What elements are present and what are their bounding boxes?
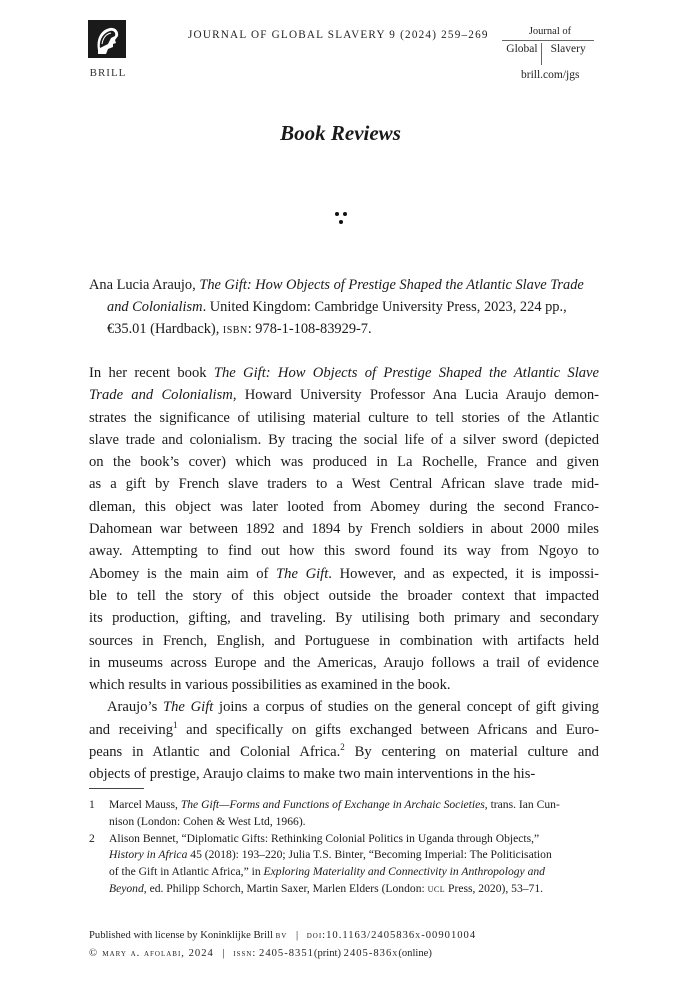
footnote-line	[109, 864, 599, 881]
journal-logo-right: Slavery	[550, 43, 586, 55]
text-line	[89, 362, 599, 384]
journal-logo-divider	[541, 43, 548, 65]
athena-head-icon	[88, 20, 126, 58]
text-line	[89, 540, 599, 562]
paragraph-1	[89, 362, 599, 696]
print-label: (print)	[313, 948, 341, 959]
text-run: peans in Atlantic and Colonial Africa.	[89, 744, 341, 761]
copyright-text: mary a. afolabi, 2024	[102, 948, 214, 959]
text-run: and receiving	[89, 721, 174, 738]
journal-website-link[interactable]: brill.com/jgs	[521, 69, 580, 81]
journal-logo-line2	[498, 43, 594, 65]
paragraph-2	[89, 696, 599, 785]
text-run: Marcel Mauss,	[109, 798, 181, 811]
text-line	[89, 652, 599, 674]
footnote-line	[109, 814, 599, 831]
text-line	[89, 630, 599, 652]
journal-logo	[498, 26, 594, 65]
text-run: as a gift by French slave traders to a West Central African slave trade mid-	[89, 476, 599, 493]
footnote-line	[109, 881, 599, 898]
footnote-text	[109, 831, 599, 898]
text-run: its production, gifting, and traveling. By utilising both primary and secondary	[89, 610, 599, 627]
journal-logo-line1: Journal of	[528, 26, 572, 37]
citation-price: €35.01 (Hardback),	[107, 321, 220, 337]
text-line	[89, 451, 599, 473]
text-run: 45 (2018): 193–220; Julia T.S. Binter, “Becoming Imperial: The Politicisation	[187, 848, 552, 862]
text-run: in museums across Europe and the Americas, Araujo follows a trail of evidence	[89, 654, 599, 671]
text-line	[89, 407, 599, 429]
citation-line-1	[89, 274, 599, 296]
footer-line-2	[89, 945, 476, 963]
issn-online: 2405-836x	[343, 948, 399, 959]
footnote-line	[109, 797, 599, 814]
text-run: In her recent book	[89, 365, 214, 381]
text-run: which results in various possibilities as examined in the book.	[89, 677, 451, 694]
text-run: of the Gift in Atlantic Africa,” in	[109, 865, 264, 879]
text-run: ble to tell the story of this object outside the broader context that impacted	[89, 587, 599, 604]
italic-title: Trade and Colonialism	[89, 387, 233, 404]
issn-print: 2405-8351	[259, 948, 314, 959]
text-run: Alison Bennet, “Diplomatic Gifts: Rethinking Colonial Politics in Uganda through Objects,”	[109, 831, 540, 845]
footnotes	[89, 797, 599, 898]
text-line	[89, 763, 599, 785]
italic-title: Exploring Materiality and Connectivity in Anthropology and	[263, 865, 545, 879]
citation-publisher: . United Kingdom: Cambridge University Press, 2023, 224 pp.,	[202, 299, 567, 315]
text-run: Press, 2020), 53–71.	[445, 881, 544, 895]
journal-logo-rule	[502, 40, 594, 41]
text-line	[89, 384, 599, 406]
text-line	[89, 429, 599, 451]
text-run: strates the significance of utilising material culture to tell stories of the Atlantic	[89, 409, 599, 426]
text-run: , trans. Ian Cun-	[484, 798, 560, 811]
issn-label: issn:	[233, 948, 257, 959]
publisher-name: BRILL	[89, 67, 127, 79]
footnote-number: 1	[89, 798, 95, 811]
footer-separator: |	[295, 930, 299, 941]
text-run: , Howard University Professor Ana Lucia Araujo demon-	[232, 387, 599, 404]
text-line	[89, 585, 599, 607]
bv-text: bv	[275, 930, 288, 941]
italic-title: History in Africa	[109, 848, 188, 862]
text-line	[89, 496, 599, 518]
citation-line-2	[89, 296, 599, 318]
text-run: on the book’s cover) which was produced in La Rochelle, France and given	[89, 454, 599, 471]
footnote-ref-link[interactable]: 1	[173, 719, 178, 730]
text-run: sources in French, English, and Portuguese in combination with artifacts held	[89, 632, 599, 649]
footnote-ref-link[interactable]: 2	[340, 742, 345, 753]
text-line	[89, 696, 599, 718]
text-line	[89, 607, 599, 629]
text-run: Dahomean war between 1892 and 1894 by French soldiers in about 2000 miles	[89, 521, 599, 538]
page-footer	[89, 927, 476, 963]
online-label: (online)	[398, 948, 432, 959]
text-line	[89, 518, 599, 540]
text-run: Araujo’s	[107, 699, 163, 716]
citation-title-cont: and Colonialism	[107, 299, 203, 315]
running-head: JOURNAL OF GLOBAL SLAVERY 9 (2024) 259–269	[188, 29, 489, 41]
text-run: and specifically on gifts exchanged between Africans and Euro-	[177, 721, 599, 738]
footnote-text	[109, 797, 599, 831]
text-run: joins a corpus of studies on the general concept of gift giving	[213, 699, 599, 716]
italic-title: The Gift	[163, 699, 214, 716]
text-line	[89, 719, 599, 741]
footnote-rule	[89, 788, 144, 789]
copyright-icon: ©	[89, 948, 98, 959]
small-caps-text: ucl	[427, 881, 446, 895]
text-run: dleman, this object was later looted from Abomey during the second Franco-	[89, 498, 599, 515]
text-line	[89, 563, 599, 585]
text-line	[89, 473, 599, 495]
citation-isbn: : 978-1-108-83929-7.	[247, 321, 372, 337]
footnote-item	[89, 797, 599, 831]
text-run: Abomey is the main aim of	[89, 565, 277, 582]
text-run: objects of prestige, Araujo claims to make two main interventions in the his-	[89, 766, 536, 783]
three-dots-ornament-icon	[333, 208, 349, 228]
text-run: away. Attempting to find out how this sword found its way from Ngoyo to	[89, 543, 599, 560]
text-run: slave trade and colonialism. By tracing the social life of a silver sword (depicted	[89, 431, 599, 448]
citation-author: Ana Lucia Araujo,	[89, 277, 196, 293]
review-body	[89, 362, 599, 786]
footer-line-1	[89, 927, 476, 945]
italic-title: The Gift—Forms and Functions of Exchange in Archaic Societies	[180, 798, 485, 811]
footnote-line	[109, 831, 599, 848]
text-run: . However, and as expected, it is impossi-	[328, 565, 599, 582]
text-run: , ed. Philipp Schorch, Martin Saxer, Marlen Elders (London:	[143, 881, 428, 895]
brill-logo	[88, 20, 126, 58]
section-title: Book Reviews	[280, 121, 401, 145]
text-run: By centering on material culture and	[344, 744, 599, 761]
doi-link[interactable]: doi:10.1163/2405836x-00901004	[306, 930, 477, 941]
text-line	[89, 741, 599, 763]
footnote-item	[89, 831, 599, 898]
italic-title: Beyond	[109, 881, 144, 895]
book-citation	[89, 274, 599, 340]
italic-title: The Gift	[276, 565, 329, 582]
footnote-line	[109, 847, 599, 864]
footer-separator: |	[222, 948, 225, 959]
citation-isbn-label: isbn	[222, 321, 248, 337]
italic-title: The Gift: How Objects of Prestige Shaped the Atlantic Slave	[213, 365, 600, 381]
text-run: nison (London: Cohen & West Ltd, 1966).	[109, 814, 306, 828]
citation-title: The Gift: How Objects of Prestige Shaped the Atlantic Slave Trade	[199, 277, 584, 293]
footnote-number: 2	[89, 831, 95, 845]
text-line	[89, 674, 599, 696]
citation-line-3	[89, 318, 599, 340]
journal-logo-left: Global	[506, 43, 538, 55]
license-text: Published with license by Koninklijke Brill	[89, 930, 273, 941]
